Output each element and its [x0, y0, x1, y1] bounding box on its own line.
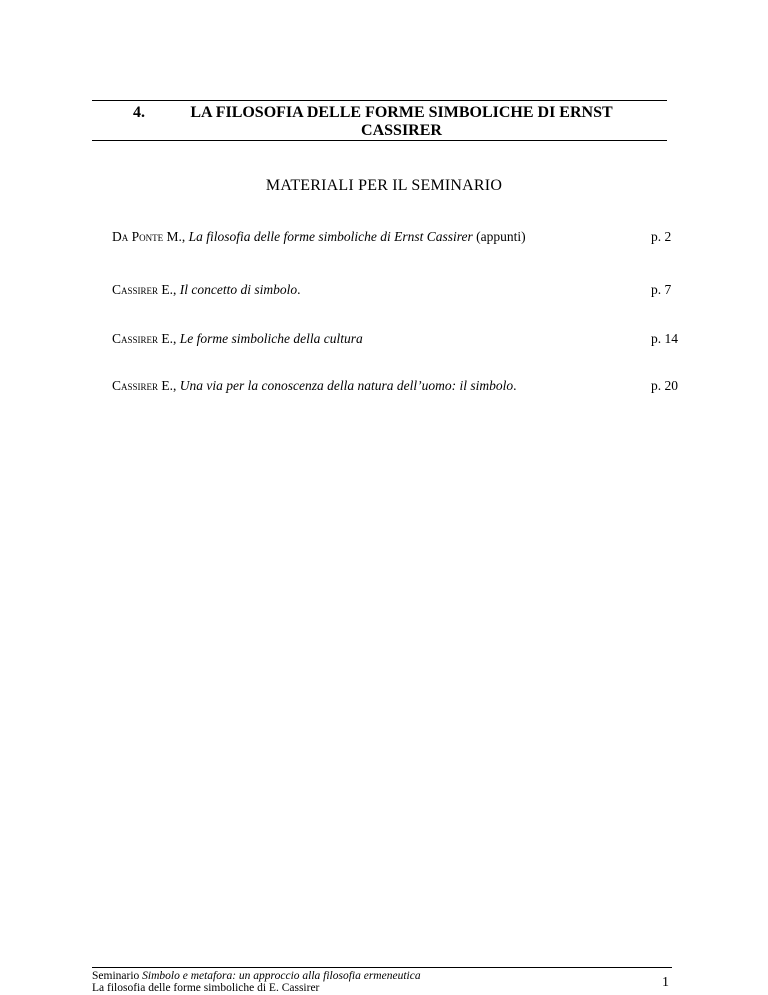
- footer-seminar-prefix: Seminario: [92, 970, 143, 982]
- section-title: MATERIALI PER IL SEMINARIO: [265, 177, 503, 194]
- footer-rule: [92, 967, 672, 968]
- entry-title: Una via per la conoscenza della natura dell’uomo: il simbolo: [179, 378, 514, 393]
- entry-citation: [112, 282, 589, 298]
- entry-citation: [112, 331, 589, 347]
- header-top-rule: [92, 100, 667, 101]
- entry-author-initial: E.,: [158, 378, 180, 393]
- entry-citation: [112, 229, 589, 245]
- chapter-title: LA FILOSOFIA DELLE FORME SIMBOLICHE DI ERNST CASSIRER: [190, 104, 613, 139]
- footer-document-line: La filosofia delle forme simboliche di E. Cassirer: [92, 982, 320, 994]
- entry-author: Cassirer: [112, 331, 159, 346]
- chapter-heading: [92, 104, 667, 138]
- entry-page: p. 20: [651, 378, 678, 393]
- entry-page: p. 14: [651, 331, 678, 346]
- entry-note: (appunti): [472, 229, 526, 244]
- entry-author-initial: E.,: [158, 282, 180, 297]
- entry-title: La filosofia delle forme simboliche di Ernst Cassirer: [188, 229, 473, 244]
- entry-title: Le forme simboliche della cultura: [179, 331, 363, 346]
- entry-title: Il concetto di simbolo: [179, 282, 298, 297]
- entry-author: Cassirer: [112, 378, 159, 393]
- entry-author: Cassirer: [112, 282, 159, 297]
- entry-note: .: [513, 378, 517, 393]
- entry-citation: [112, 378, 532, 394]
- entry-note: .: [297, 282, 301, 297]
- entry-author: Da Ponte: [112, 229, 164, 244]
- page-number: 1: [662, 975, 669, 990]
- entry-author-initial: M.,: [163, 229, 189, 244]
- entry-page: p. 7: [651, 282, 672, 297]
- entry-page: p. 2: [651, 229, 672, 244]
- entry-author-initial: E.,: [158, 331, 180, 346]
- header-bottom-rule: [92, 140, 667, 141]
- chapter-number: 4.: [133, 104, 145, 121]
- footer-seminar-title: Simbolo e metafora: un approccio alla filosofia ermeneutica: [142, 970, 421, 982]
